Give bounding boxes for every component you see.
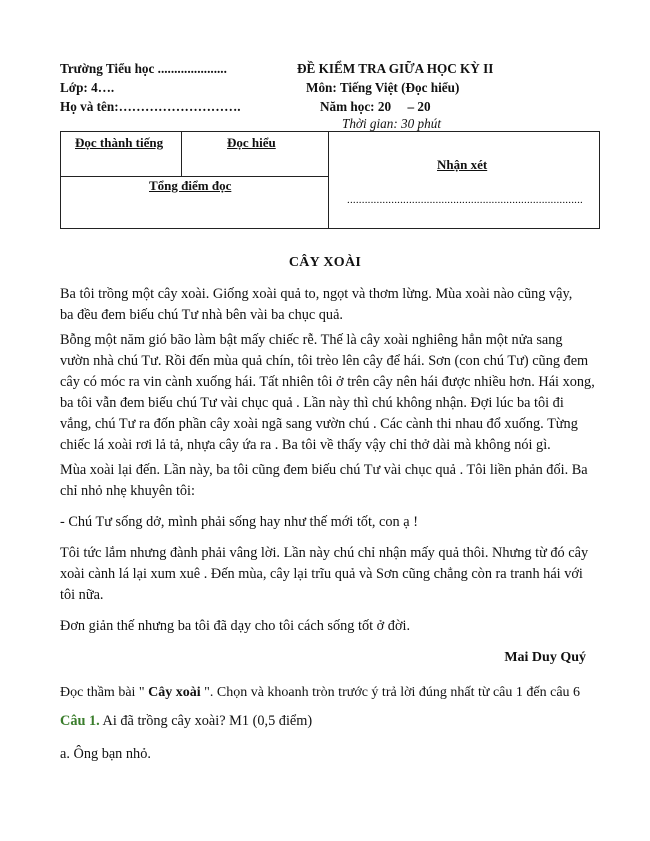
score-table [60,131,600,229]
story-dialogue [60,512,592,533]
paragraph-line: cây có móc ra vin cành xuống hái. Tất nhiên tôi ở trên cây nên hái được nhiều hơn. Hái xong, [60,374,595,390]
story-paragraph-4 [60,543,592,606]
instructions-text-before: Đọc thầm bài " [60,685,149,700]
table-divider-vertical-left [181,132,182,176]
story-author: Mai Duy Quý [504,650,586,665]
paragraph-line: Đơn giản thế nhưng ba tôi đã dạy cho tôi cách sống tốt ở đời. [60,618,411,634]
instructions-line [60,682,592,703]
reading-comprehension-label: Đọc hiểu [227,135,276,150]
instructions-story-name: Cây xoài [148,685,201,700]
paragraph-line: Ba tôi trồng một cây xoài. Giống xoài quả to, ngọt và thơm lừng. Mùa xoài nào cũng vậy, [60,286,573,302]
story-title: CÂY XOÀI [288,255,362,270]
paragraph-line: ba đều đem biếu chú Tư nhà bên vài ba chục quả. [60,307,343,323]
table-divider-vertical-right [328,132,329,228]
paragraph-line: - Chú Tư sống dở, mình phải sống hay như thế mới tốt, con ạ ! [60,514,418,530]
story-paragraph-3 [60,460,592,502]
comment-label: Nhận xét [437,157,488,172]
question-1-number: Câu 1. [60,713,100,729]
question-1 [60,711,592,732]
exam-time: Thời gian: 30 phút [342,116,441,131]
paragraph-line: vắng, chú Tư ra đốn phần cây xoài ngã sang vườn chú . Các cành thi nhau đổ xuống. Từng [60,416,578,432]
paragraph-line: chỉ nhỏ nhẹ khuyên tôi: [60,483,196,499]
table-divider-horizontal [61,176,328,177]
total-reading-score-label: Tổng điểm đọc [149,178,232,193]
option-a-text: a. Ông bạn nhỏ. [60,746,151,762]
paragraph-line: vườn nhà chú Tư. Rồi đến mùa quả chín, tôi trèo lên cây để hái. Sơn (con chú Tư) cũng đem [60,353,589,369]
school-line: Trường Tiểu học ..................... [60,61,227,76]
question-1-line [60,711,592,732]
student-name-line: Họ và tên:………………………. [60,99,241,114]
paragraph-line: Tôi tức lắm nhưng đành phải vâng lời. Lần này chú chỉ nhận mấy quả thôi. Nhưng từ đó cây [60,545,589,561]
subject-line: Môn: Tiếng Việt (Đọc hiểu) [306,80,460,95]
exam-title: ĐỀ KIỂM TRA GIỮA HỌC KỲ II [297,61,494,76]
story-paragraph-1 [60,284,592,326]
paragraph-line: Mùa xoài lại đến. Lần này, ba tôi cũng đem biếu chú Tư vài chục quả . Tôi liền phản đối. Ba [60,462,588,478]
paragraph-line: xoài cành lá lại xum xuê . Đến mùa, cây lại trĩu quả và Sơn cũng chẳng còn ra tranh hái với [60,566,583,582]
school-year-line: Năm học: 20 – 20 [320,99,431,114]
paragraph-line: ba tôi vẫn đem biếu chú Tư vài chục quả . Lần này thì chú không nhận. Đợi lúc ba tôi đi [60,395,564,411]
reading-aloud-label: Đọc thành tiếng [75,135,164,150]
story-paragraph-2 [60,330,595,456]
paragraph-line: Bỗng một năm gió bão làm bật mấy chiếc rễ. Thế là cây xoài nghiêng hẳn một nửa sang [60,332,563,348]
paragraph-line: chiếc lá xoài rơi lả tả, nhựa cây ứa ra . Ba tôi về thấy vậy chỉ thở dài mà không nói gì. [60,437,551,453]
story-paragraph-5 [60,616,592,637]
paragraph-line: tôi nữa. [60,587,104,603]
instructions-text-after: ". Chọn và khoanh tròn trước ý trả lời đúng nhất từ câu 1 đến câu 6 [200,685,581,700]
class-line: Lớp: 4…. [60,80,115,95]
reading-instructions [60,682,592,703]
question-1-option-a[interactable] [60,744,592,765]
question-1-text: Ai đã trồng cây xoài? M1 (0,5 điểm) [99,713,313,729]
comment-dotted-line: ................................................................................ [347,194,583,206]
